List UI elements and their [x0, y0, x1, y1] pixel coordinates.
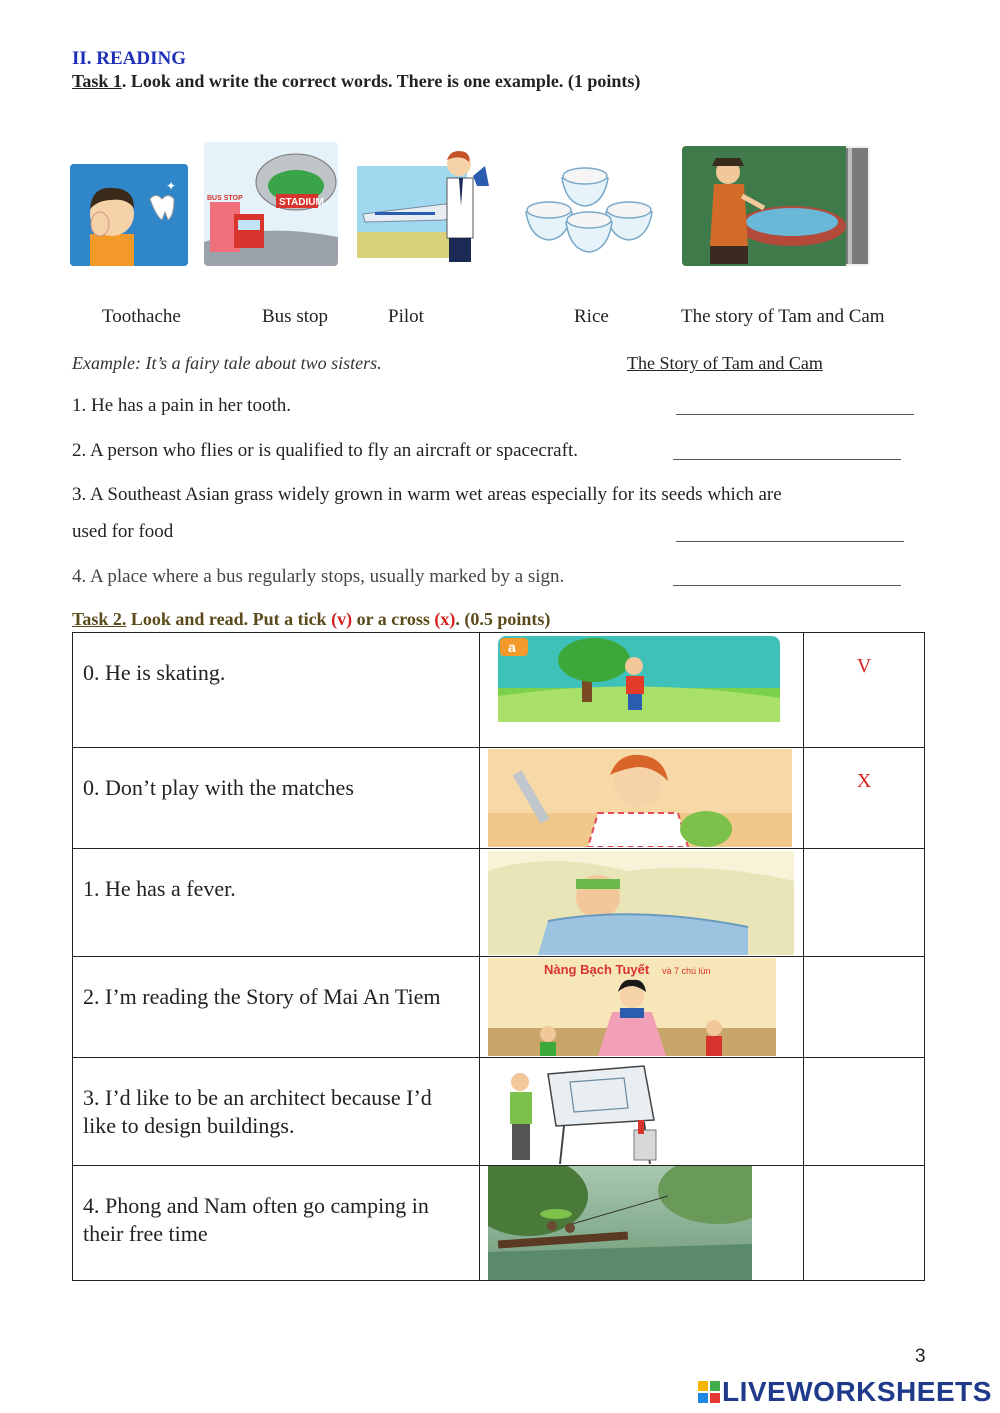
answer-blank-4[interactable] — [673, 585, 901, 586]
camping-picture — [488, 1166, 752, 1280]
row-mark: V — [856, 655, 872, 677]
task1-label: Task 1 — [72, 71, 122, 91]
row-mark — [804, 849, 924, 871]
table-row — [73, 957, 925, 1058]
task1-instructions: . Look and write the correct words. There is one example. (1 points) — [121, 71, 641, 91]
logo-icon — [698, 1381, 720, 1403]
answer-blank-2[interactable] — [673, 459, 901, 460]
answer-blank-3[interactable] — [676, 541, 904, 542]
task2-instructions: Look and read. Put a tick — [126, 609, 332, 629]
task2-points: . (0.5 points) — [455, 609, 551, 629]
row-sentence-cell — [73, 1166, 480, 1281]
row-mark — [804, 957, 924, 979]
question-3-continued: used for food — [72, 521, 174, 542]
task2-table — [72, 632, 925, 1281]
row-mark-cell[interactable] — [804, 957, 925, 1058]
row-sentence: 1. He has a fever. — [83, 876, 236, 901]
word-tam-cam: The story of Tam and Cam — [681, 306, 885, 327]
row-sentence-cell — [73, 633, 480, 748]
table-row — [73, 633, 925, 748]
matches-picture — [488, 749, 792, 847]
word-toothache: Toothache — [102, 306, 181, 327]
task2-label: Task 2. — [72, 609, 127, 629]
row-sentence-cell — [73, 849, 480, 957]
word-rice: Rice — [574, 306, 609, 327]
question-1: 1. He has a pain in her tooth. — [72, 395, 291, 416]
cross-symbol: (x) — [434, 609, 456, 629]
row-image-cell — [479, 748, 804, 849]
question-3: 3. A Southeast Asian grass widely grown in warm wet areas especially for its seeds which are — [72, 484, 782, 505]
question-4: 4. A place where a bus regularly stops, usually marked by a sign. — [72, 566, 565, 587]
row-sentence: 4. Phong and Nam often go camping in their free time — [83, 1193, 429, 1246]
row-mark-cell[interactable] — [804, 748, 925, 849]
example-sentence: Example: It’s a fairy tale about two sisters. — [72, 353, 382, 373]
answer-blank-1[interactable] — [676, 414, 914, 415]
row-image-cell — [479, 849, 804, 957]
row-image-cell — [479, 633, 804, 748]
task1-title — [72, 71, 640, 92]
row-mark-cell[interactable] — [804, 849, 925, 957]
row-mark-cell[interactable] — [804, 1058, 925, 1166]
section-title: II. READING — [72, 48, 187, 69]
row-mark-cell[interactable] — [804, 633, 925, 748]
liveworksheets-logo — [698, 1376, 992, 1408]
book-picture — [488, 958, 776, 1056]
row-mark — [804, 1166, 924, 1188]
bus-stop-picture — [204, 142, 338, 266]
brand-name: LIVEWORKSHEETS — [722, 1376, 992, 1407]
row-image-cell — [479, 957, 804, 1058]
bus-stop-sign: BUS STOP — [207, 195, 243, 202]
row-sentence-cell — [73, 1058, 480, 1166]
book-title: Nàng Bạch Tuyết — [543, 962, 649, 977]
book-subtitle: và 7 chú lùn — [661, 966, 711, 976]
table-row — [73, 748, 925, 849]
architect-picture — [494, 1060, 670, 1164]
fever-picture — [488, 851, 794, 955]
word-bus-stop: Bus stop — [262, 306, 328, 327]
word-pilot: Pilot — [388, 306, 424, 327]
example-answer: The Story of Tam and Cam — [627, 353, 823, 373]
tam-cam-picture — [682, 146, 870, 266]
pilot-picture — [355, 146, 500, 264]
row-sentence: 0. Don’t play with the matches — [83, 775, 354, 800]
toothache-picture — [70, 164, 188, 266]
table-row — [73, 1166, 925, 1281]
row-sentence: 2. I’m reading the Story of Mai An Tiem — [83, 984, 441, 1009]
row-sentence: 3. I’d like to be an architect because I’d like to design buildings. — [83, 1085, 432, 1138]
question-2: 2. A person who flies or is qualified to fly an aircraft or spacecraft. — [72, 440, 578, 461]
page-number: 3 — [915, 1346, 926, 1367]
row-mark — [804, 1058, 924, 1080]
stadium-sign: STADIUM — [279, 197, 324, 208]
row-image-cell — [479, 1166, 804, 1281]
tick-symbol: (v) — [331, 609, 353, 629]
row-sentence-cell — [73, 748, 480, 849]
row-sentence: 0. He is skating. — [83, 660, 226, 685]
svg-text:✦: ✦ — [166, 179, 177, 193]
task2-title — [72, 609, 550, 630]
skating-picture — [498, 636, 780, 722]
row-image-cell — [479, 1058, 804, 1166]
row-sentence-cell — [73, 957, 480, 1058]
row-mark-cell[interactable] — [804, 1166, 925, 1281]
rice-picture — [522, 160, 656, 262]
picture-label-a: a — [507, 639, 516, 655]
row-mark: X — [856, 770, 872, 792]
table-row — [73, 1058, 925, 1166]
table-row — [73, 849, 925, 957]
task2-instructions-mid: or a cross — [352, 609, 435, 629]
